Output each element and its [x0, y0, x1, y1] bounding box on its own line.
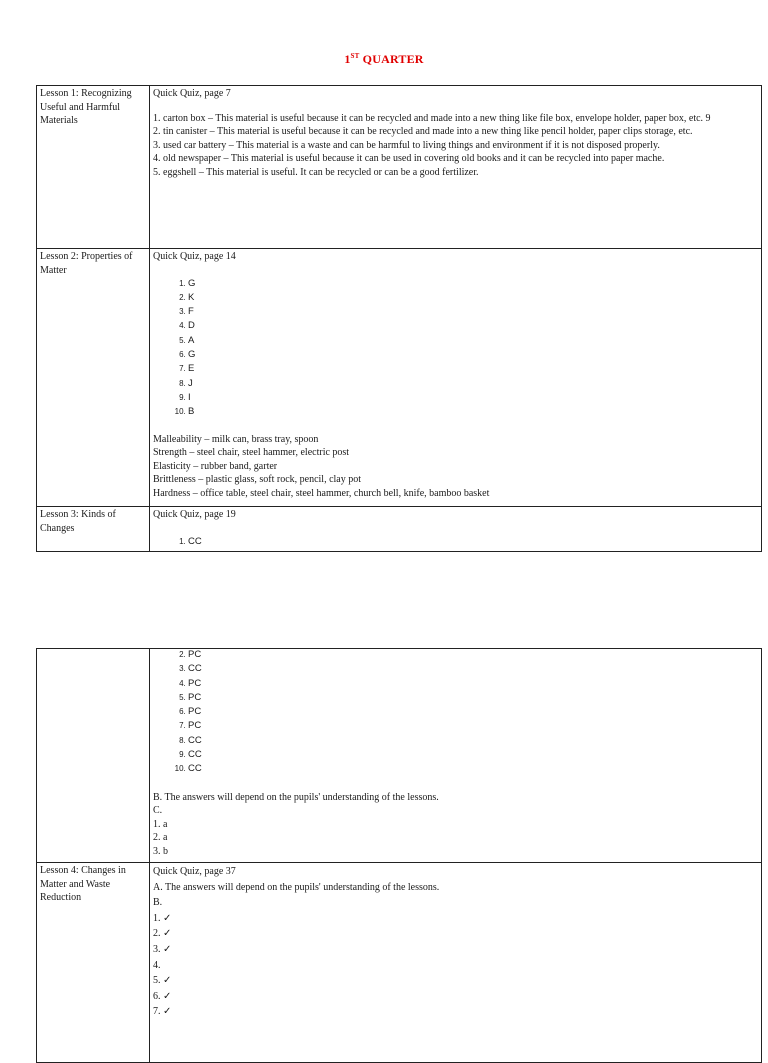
part-b-item: 5. ✓	[153, 975, 172, 987]
list-item: 7. E	[188, 362, 758, 376]
property-line: Strength – steel chair, steel hammer, electric post	[153, 447, 350, 459]
part-c-item: 2. a	[153, 832, 168, 844]
lesson-4-label: Lesson 4: Changes in Matter and Waste Reduction	[37, 863, 150, 1063]
list-item: 9. CC	[188, 748, 758, 762]
list-item: 3. F	[188, 305, 758, 319]
lesson-3-row	[37, 507, 762, 552]
list-item: 1. G	[188, 277, 758, 291]
title-number: 1	[344, 52, 351, 66]
lesson-3-answer-list	[153, 535, 758, 549]
part-b-item: 1. ✓	[153, 912, 172, 924]
part-b-text: B. The answers will depend on the pupils' understanding of the lessons.	[153, 791, 439, 803]
part-a-text: A. The answers will depend on the pupils' understanding of the lessons.	[153, 881, 440, 893]
list-item: 1. CC	[188, 535, 758, 549]
answer-key-table-2	[36, 648, 762, 1063]
lesson-2-answer-list	[153, 277, 758, 420]
lesson-3-label: Lesson 3: Kinds of Changes	[37, 507, 150, 552]
lesson-1-quiz-title: Quick Quiz, page 7	[153, 88, 231, 99]
lesson-3-continued-answer-list	[153, 648, 758, 777]
part-b-item: 4.	[153, 959, 161, 971]
part-b-item: 7. ✓	[153, 1006, 172, 1018]
lesson-3-quiz-title: Quick Quiz, page 19	[153, 509, 236, 520]
lesson-4-row	[37, 863, 762, 1063]
list-item: 7. PC	[188, 719, 758, 733]
part-b-item: 3. ✓	[153, 943, 172, 955]
list-item: 2. K	[188, 291, 758, 305]
lesson-1-content	[150, 86, 762, 249]
list-item: 4. PC	[188, 677, 758, 691]
part-c-item: 3. b	[153, 846, 168, 858]
list-item: 4. D	[188, 319, 758, 333]
lesson-3-continued-label	[37, 649, 150, 863]
lesson-4-content	[150, 863, 762, 1063]
list-item: 5. PC	[188, 691, 758, 705]
list-item: 6. PC	[188, 705, 758, 719]
lesson-2-label: Lesson 2: Properties of Matter	[37, 249, 150, 507]
lesson-1-row	[37, 86, 762, 249]
lesson-4-quiz-title: Quick Quiz, page 37	[153, 866, 236, 877]
part-c-item: 1. a	[153, 818, 168, 830]
property-line: Malleability – milk can, brass tray, spoon	[153, 433, 319, 445]
lesson-3-continued-row	[37, 649, 762, 863]
page-title	[0, 52, 768, 67]
title-superscript: ST	[350, 52, 360, 60]
list-item: 10. CC	[188, 762, 758, 776]
property-line: Hardness – office table, steel chair, steel hammer, church bell, knife, bamboo basket	[153, 487, 490, 499]
list-item: 5. A	[188, 334, 758, 348]
title-text: QUARTER	[359, 52, 424, 66]
lesson-1-item: 5. eggshell – This material is useful. It can be recycled or can be a good fertilizer.	[153, 166, 479, 178]
part-b-label: B.	[153, 897, 163, 909]
lesson-1-item: 2. tin canister – This material is useful because it can be recycled and made into a new thing like pencil holder, paper clips storage, etc.	[153, 126, 693, 138]
list-item: 9. I	[188, 391, 758, 405]
list-item: 8. CC	[188, 734, 758, 748]
list-item: 8. J	[188, 377, 758, 391]
lesson-3-continued-content	[150, 649, 762, 863]
answer-key-table-1	[36, 85, 762, 552]
lesson-2-quiz-title: Quick Quiz, page 14	[153, 251, 236, 262]
list-item: 6. G	[188, 348, 758, 362]
part-b-item: 6. ✓	[153, 990, 172, 1002]
lesson-1-item: 3. used car battery – This material is a waste and can be harmful to living things and environment if it is not disposed properly.	[153, 139, 660, 151]
lesson-1-item: 4. old newspaper – This material is useful because it can be used in covering old books and it can be recycled into paper mache.	[153, 153, 665, 165]
part-b-item: 2. ✓	[153, 928, 172, 940]
property-line: Elasticity – rubber band, garter	[153, 460, 278, 472]
lesson-1-item: 1. carton box – This material is useful because it can be recycled and made into a new thing like file box, envelope holder, paper box, etc. 9	[153, 112, 711, 124]
lesson-2-content	[150, 249, 762, 507]
lesson-1-label: Lesson 1: Recognizing Useful and Harmful Materials	[37, 86, 150, 249]
property-line: Brittleness – plastic glass, soft rock, pencil, clay pot	[153, 474, 362, 486]
list-item: 2. PC	[188, 648, 758, 662]
lesson-2-row	[37, 249, 762, 507]
list-item: 10. B	[188, 405, 758, 419]
lesson-3-content	[150, 507, 762, 552]
part-c-label: C.	[153, 805, 163, 817]
list-item: 3. CC	[188, 662, 758, 676]
